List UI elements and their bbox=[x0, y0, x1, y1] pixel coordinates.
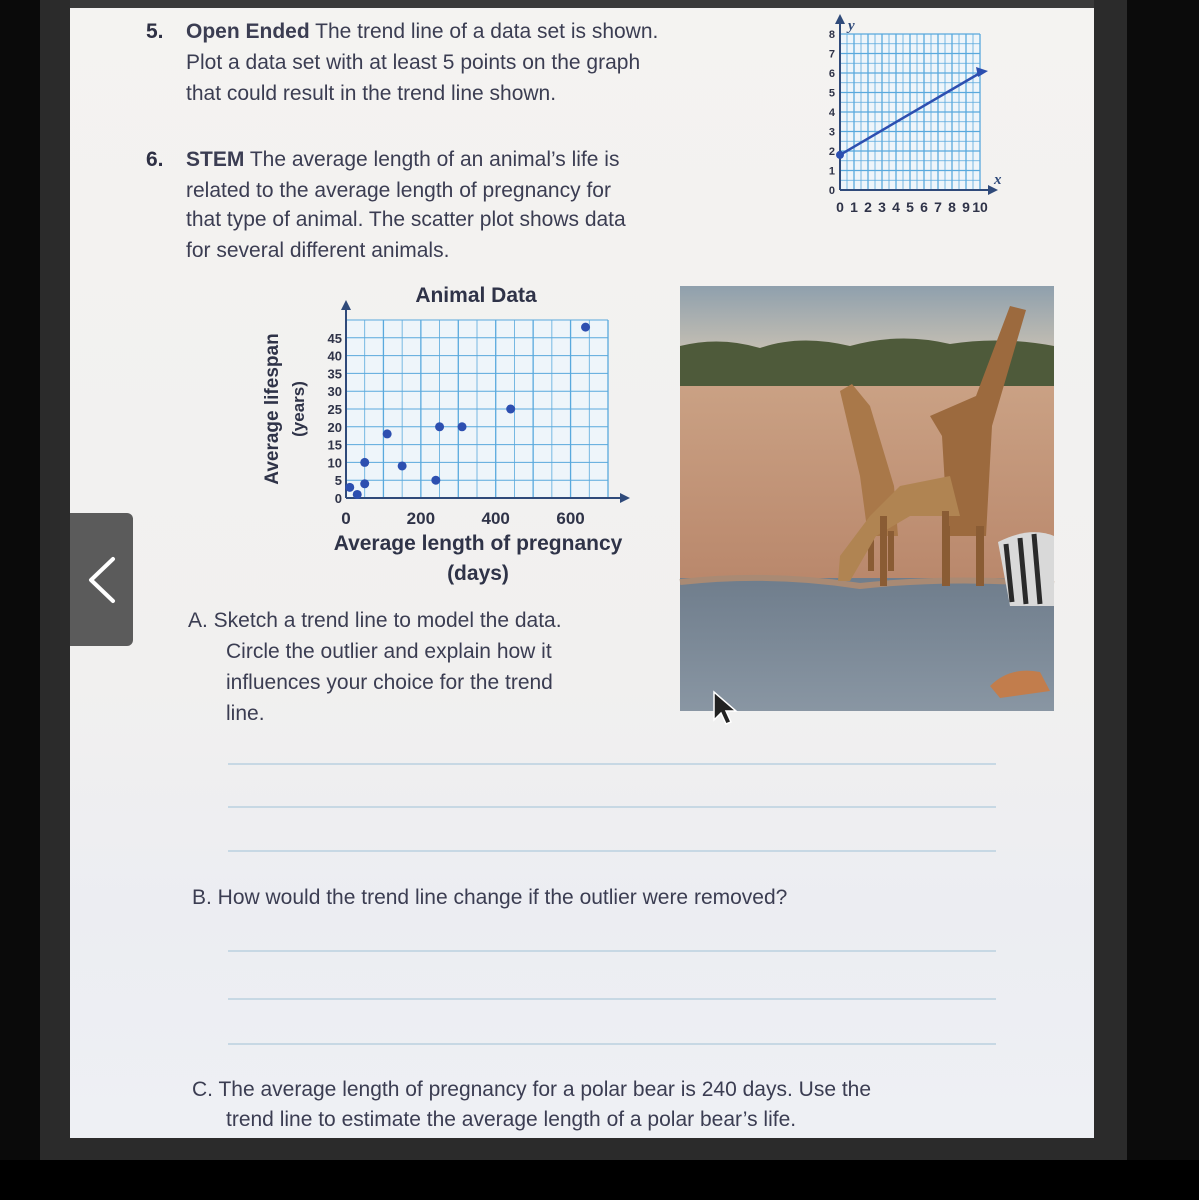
trend-x-label: x bbox=[994, 172, 1002, 188]
trend-x-tick: 7 bbox=[934, 199, 942, 215]
scatter-point bbox=[345, 483, 354, 492]
partA-line-2: Circle the outlier and explain how it bbox=[226, 640, 552, 663]
scatter-y-tick: 20 bbox=[327, 419, 342, 435]
partC-line-2: trend line to estimate the average length of a polar bear’s life. bbox=[226, 1108, 797, 1131]
giraffe-photo-image bbox=[680, 286, 1054, 711]
scatter-x-arrow bbox=[620, 493, 630, 503]
partB-text: B. How would the trend line change if the outlier were removed? bbox=[192, 886, 788, 909]
trend-x-tick: 2 bbox=[864, 199, 872, 215]
q5-title: Open Ended bbox=[186, 20, 310, 43]
page-top-strip bbox=[70, 0, 1094, 8]
partC-line-1: C. The average length of pregnancy for a polar bear is 240 days. Use the bbox=[192, 1078, 872, 1101]
answer-line-a3[interactable] bbox=[228, 850, 996, 852]
scatter-point bbox=[506, 405, 515, 414]
trend-line-graph bbox=[770, 14, 1000, 234]
q5-number: 5. bbox=[146, 20, 164, 43]
scatter-y-tick: 35 bbox=[327, 366, 342, 382]
trend-x-tick: 4 bbox=[892, 199, 900, 215]
scatter-y-tick: 45 bbox=[327, 330, 342, 346]
partA-line-3: influences your choice for the trend bbox=[226, 671, 553, 694]
back-button[interactable] bbox=[70, 513, 133, 646]
scatter-y-tick: 40 bbox=[327, 348, 342, 364]
answer-line-a1[interactable] bbox=[228, 763, 996, 765]
mouse-cursor-icon bbox=[712, 690, 738, 726]
animal-data-scatter bbox=[178, 276, 658, 592]
scatter-y-tick: 15 bbox=[327, 437, 342, 453]
scatter-y-tick: 5 bbox=[334, 473, 342, 489]
scatter-title: Animal Data bbox=[415, 284, 537, 307]
q6-number: 6. bbox=[146, 148, 164, 171]
scatter-point bbox=[353, 490, 362, 499]
answer-line-b3[interactable] bbox=[228, 1043, 996, 1045]
trend-y-tick: 1 bbox=[828, 165, 835, 178]
scatter-y-tick: 0 bbox=[334, 491, 342, 506]
left-frame bbox=[0, 0, 40, 1160]
trend-y-tick: 5 bbox=[828, 87, 835, 100]
scatter-point bbox=[581, 323, 590, 332]
scatter-y-label-line-1: Average lifespan bbox=[262, 333, 283, 485]
trend-y-arrow bbox=[835, 14, 845, 24]
chevron-left-icon bbox=[85, 555, 119, 605]
trend-x-tick: 6 bbox=[920, 199, 928, 215]
trend-x-tick: 0 bbox=[836, 199, 844, 215]
answer-line-a2[interactable] bbox=[228, 806, 996, 808]
answer-line-b2[interactable] bbox=[228, 998, 996, 1000]
scatter-point bbox=[435, 422, 444, 431]
trend-line-arrow bbox=[976, 67, 988, 77]
bottom-bar bbox=[0, 1160, 1199, 1200]
scatter-point bbox=[458, 422, 467, 431]
scatter-y-arrow bbox=[341, 300, 351, 310]
q6-text bbox=[186, 144, 619, 175]
scatter-x-label-line-1: Average length of pregnancy bbox=[333, 532, 623, 555]
scatter-y-tick: 30 bbox=[327, 384, 342, 400]
scatter-point bbox=[398, 461, 407, 470]
q5-line-1: The trend line of a data set is shown. bbox=[315, 20, 659, 43]
scatter-point bbox=[383, 429, 392, 438]
trend-y-tick: 2 bbox=[828, 146, 835, 158]
scatter-y-label-line-2: (years) bbox=[289, 381, 308, 437]
scatter-x-tick: 0 bbox=[341, 509, 351, 528]
scatter-x-label-line-2: (days) bbox=[447, 562, 509, 585]
trend-y-tick: 0 bbox=[828, 185, 835, 197]
q5-line-3: that could result in the trend line shown. bbox=[186, 82, 557, 105]
scatter-point bbox=[431, 476, 440, 485]
scatter-x-tick: 200 bbox=[406, 509, 436, 528]
q5-line-2: Plot a data set with at least 5 points on the graph bbox=[186, 51, 641, 74]
scatter-y-tick: 25 bbox=[327, 402, 342, 417]
trend-x-tick: 5 bbox=[906, 199, 914, 215]
right-frame bbox=[1127, 0, 1199, 1160]
partA-line-1: A. Sketch a trend line to model the data. bbox=[188, 609, 562, 632]
trend-y-tick: 7 bbox=[828, 48, 835, 61]
trend-x-tick: 1 bbox=[850, 199, 858, 215]
trend-y-label: y bbox=[848, 18, 855, 34]
trend-x-tick: 9 bbox=[962, 199, 970, 215]
giraffe-photo bbox=[680, 286, 1054, 711]
q6-title: STEM bbox=[186, 148, 245, 171]
trend-y-tick: 6 bbox=[828, 68, 835, 80]
q6-line-2: related to the average length of pregnancy for bbox=[186, 179, 611, 202]
scatter-x-tick: 400 bbox=[481, 509, 510, 528]
trend-x-tick: 8 bbox=[948, 199, 956, 215]
trend-y-tick: 3 bbox=[828, 126, 835, 139]
q6-line-3: that type of animal. The scatter plot shows data bbox=[186, 208, 626, 231]
scatter-x-tick: 600 bbox=[556, 509, 585, 528]
scatter-y-label bbox=[262, 333, 308, 484]
trend-y-tick: 4 bbox=[828, 107, 835, 119]
scatter-y-tick: 10 bbox=[327, 455, 342, 471]
trend-line-start-point bbox=[836, 151, 844, 159]
q5-text bbox=[186, 16, 658, 47]
scatter-point bbox=[360, 479, 369, 488]
partA-line-4: line. bbox=[226, 702, 265, 725]
trend-x-tick: 3 bbox=[878, 199, 886, 215]
scatter-point bbox=[360, 458, 369, 467]
trend-y-tick: 8 bbox=[828, 29, 835, 41]
trend-x-tick: 10 bbox=[972, 199, 988, 215]
answer-line-b1[interactable] bbox=[228, 950, 996, 952]
q6-line-4: for several different animals. bbox=[186, 239, 450, 262]
q6-line-1: The average length of an animal’s life is bbox=[249, 148, 620, 171]
